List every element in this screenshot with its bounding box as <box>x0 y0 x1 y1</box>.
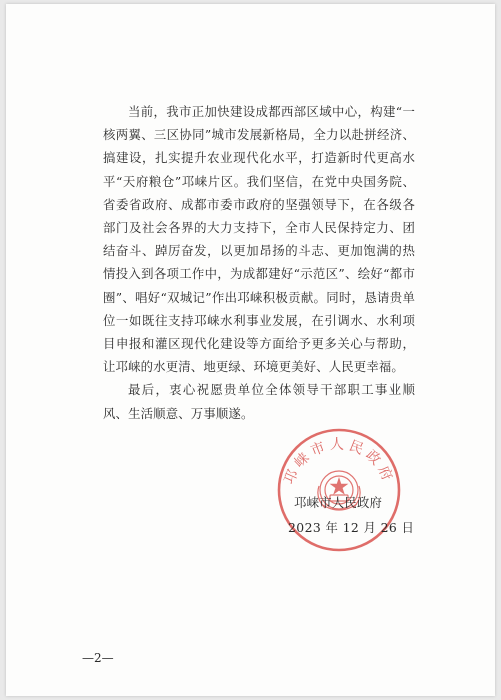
page-number: —2— <box>82 651 114 665</box>
date-line: 2023 年 12 月 26 日 <box>288 520 415 535</box>
body-paragraph: 当前，我市正加快建设成都西部区域中心，构建“一核两翼、三区协同”城市发展新格局，全力以赴拼经济、搞建设，扎实提升农业现代化水平，打造新时代更高水平“天府粮仓”邛崃片区。我们坚信，在党中央国务院、省委省政府、成都市委市政府的坚强领导下，在各级各部门及社会各界的大力支持下，全市人民保持定力、团结奋斗、踔厉奋发，以更加昂扬的斗志、更加饱满的热情投入到各项工作中，为成都建好“示范区”、绘好“都市圈”、唱好“双城记”作出邛崃积极贡献。同时，恳请贵单位一如既往支持邛崃水利事业发展，在引调水、水利项目申报和灌区现代化建设等方面给予更多关心与帮助，让邛崃的水更清、地更绿、环境更美好、人民更幸福。 <box>103 104 415 375</box>
seal-text: 邛崃市人民政府 <box>281 436 397 487</box>
signature-line: 邛崃市人民政府 <box>294 495 383 510</box>
body-paragraph: 最后，衷心祝愿贵单位全体领导干部职工事业顺风、生活顺意、万事顺遂。 <box>103 382 415 421</box>
document-page <box>6 4 495 696</box>
letter-body <box>103 100 415 425</box>
